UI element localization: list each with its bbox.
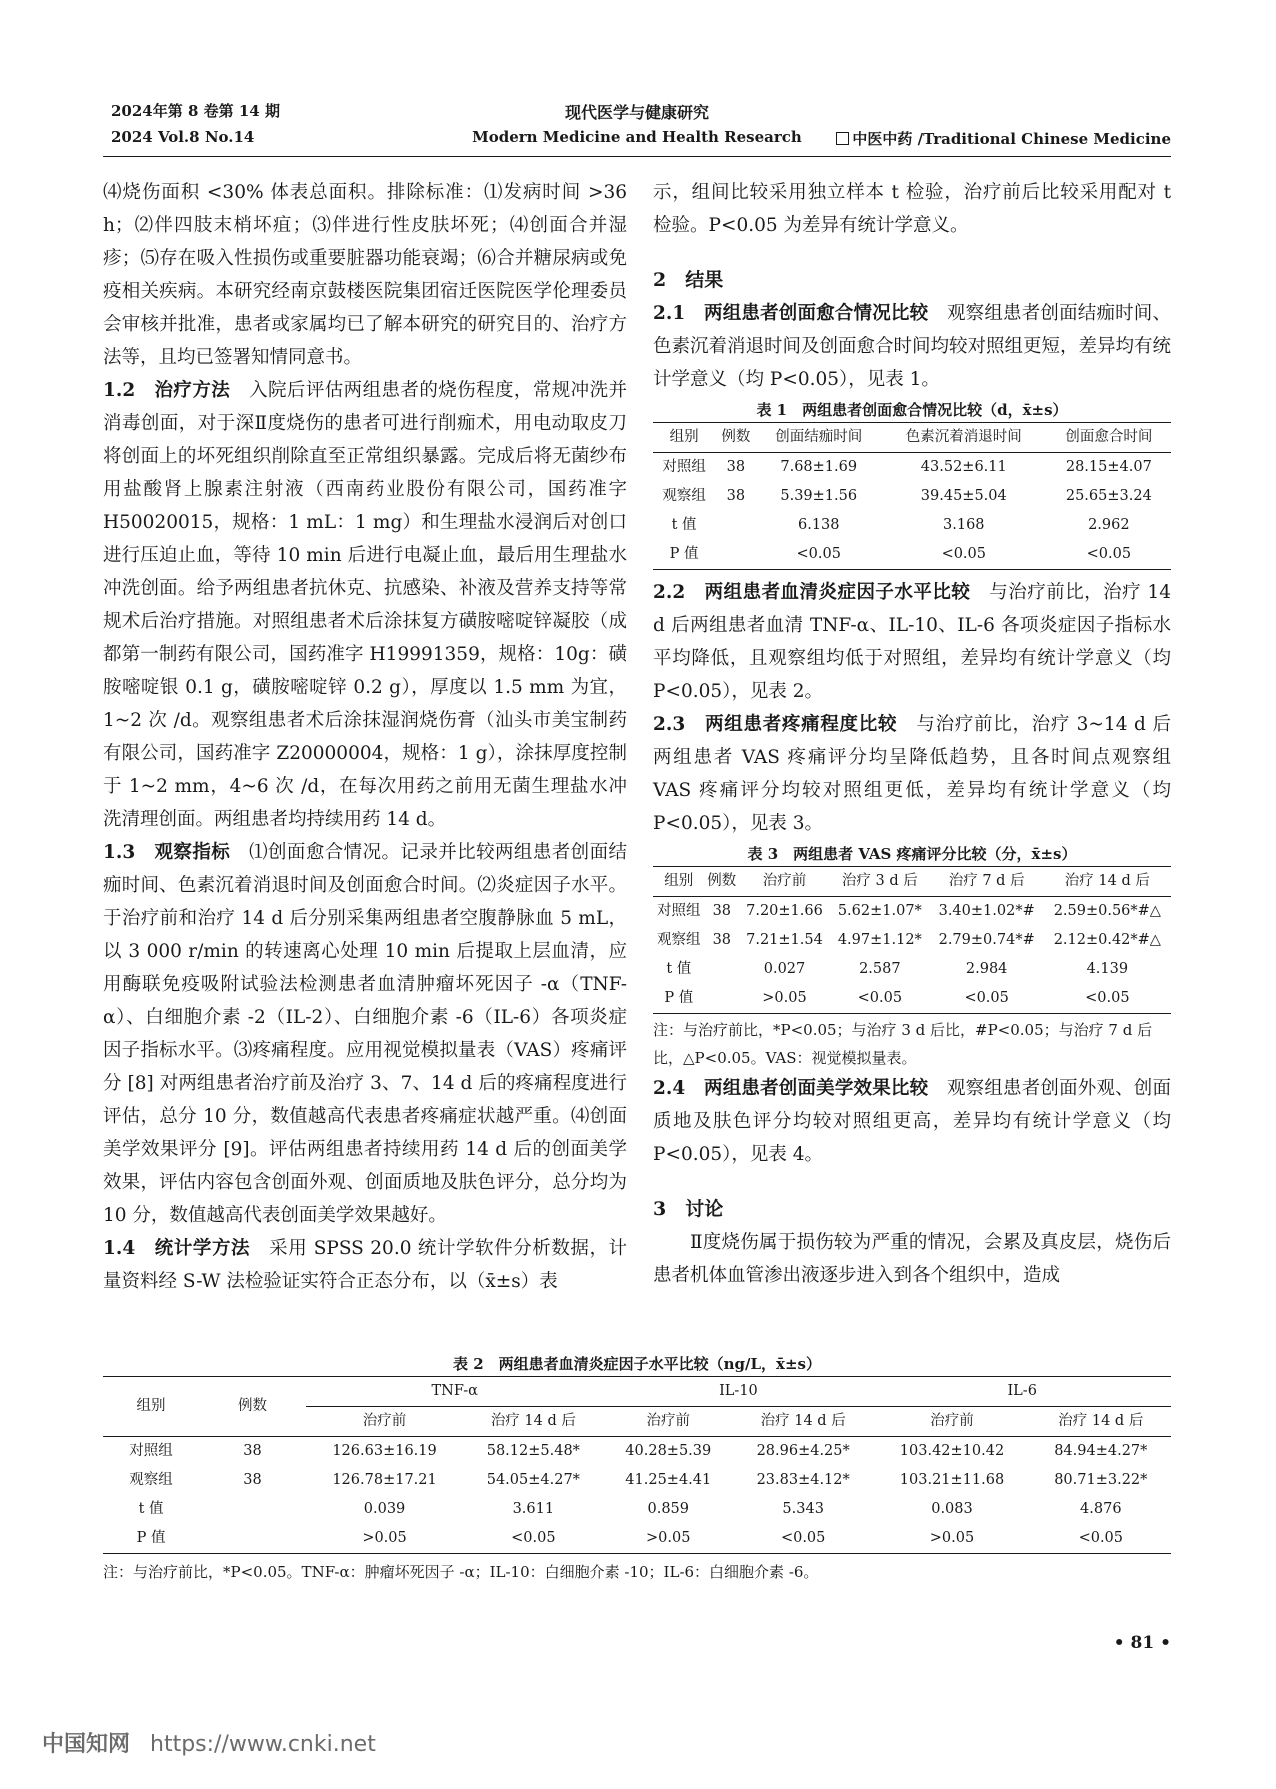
table-cell: 126.78±17.21 xyxy=(332,1472,437,1488)
section-1-2 xyxy=(103,374,627,836)
table-row xyxy=(103,1437,1171,1467)
table-2-header: 例数 xyxy=(199,1377,306,1437)
table-cell: 103.42±10.42 xyxy=(899,1443,1005,1459)
table-cell: <0.05 xyxy=(1047,540,1171,570)
table-1-header: 创面愈合时间 xyxy=(1047,423,1171,453)
table-cell: 38 xyxy=(712,903,732,919)
table-3-caption: 表 3 两组患者 VAS 疼痛评分比较（分，x̄±s） xyxy=(747,845,1077,863)
table-cell: 39.45±5.04 xyxy=(920,488,1007,504)
table-cell: 2.79±0.74*# xyxy=(938,932,1035,948)
table-1-header: 例数 xyxy=(715,423,756,453)
section-3-body: Ⅱ度烧伤属于损伤较为严重的情况，会累及真皮层，烧伤后患者机体血管渗出液逐步进入到各个组织中，造成 xyxy=(653,1232,1171,1286)
table-cell: 5.39±1.56 xyxy=(780,488,858,504)
table-2-subheader: 治疗 14 d 后 xyxy=(1031,1407,1171,1437)
issue-en: 2024 Vol.8 No.14 xyxy=(111,128,255,146)
table-3-header: 组别 xyxy=(653,867,705,897)
table-2-subheader: 治疗前 xyxy=(873,1407,1030,1437)
table-cell: 0.027 xyxy=(763,961,806,977)
left-column xyxy=(103,176,627,1298)
table-row xyxy=(653,453,1171,483)
table-cell: P 值 xyxy=(653,540,715,570)
table-cell: 对照组 xyxy=(657,903,701,919)
table-cell: 5.343 xyxy=(782,1501,824,1517)
table-2-note: 注：与治疗前比，*P<0.05。TNF-α：肿瘤坏死因子 -α；IL-10：白细胞介素 -10；IL-6：白细胞介素 -6。 xyxy=(103,1563,819,1581)
section-1-2-heading: 1.2 治疗方法 xyxy=(103,380,231,401)
table-cell: 观察组 xyxy=(662,488,706,504)
table-3-header: 治疗 3 d 后 xyxy=(830,867,930,897)
table-cell xyxy=(705,984,739,1014)
table-row xyxy=(103,1466,1171,1495)
table-cell: 43.52±6.11 xyxy=(920,459,1007,475)
table-cell: 3.40±1.02*# xyxy=(938,903,1035,919)
table-cell: P 值 xyxy=(653,984,705,1014)
footer-watermark xyxy=(42,1727,376,1758)
table-cell: t 值 xyxy=(671,517,697,533)
table-cell: 2.587 xyxy=(859,961,901,977)
footer-url[interactable]: https://www.cnki.net xyxy=(150,1732,376,1757)
section-2-1 xyxy=(653,297,1171,396)
section-2-1-heading: 2.1 两组患者创面愈合情况比较 xyxy=(653,303,929,324)
table-1-caption: 表 1 两组患者创面愈合情况比较（d，x̄±s） xyxy=(756,401,1068,419)
table-2-subheader: 治疗 14 d 后 xyxy=(733,1407,873,1437)
journal-title-cn: 现代医学与健康研究 xyxy=(564,103,709,122)
table-row xyxy=(103,1495,1171,1524)
table-cell: 38 xyxy=(726,488,746,504)
section-1-4-heading: 1.4 统计学方法 xyxy=(103,1238,251,1259)
table-cell xyxy=(715,540,756,570)
table-cell xyxy=(199,1524,306,1554)
table-cell: <0.05 xyxy=(930,984,1044,1014)
table-cell: t 值 xyxy=(138,1501,164,1517)
footer-brand: 中国知网 xyxy=(42,1732,131,1757)
issue-cn: 2024年第 8 卷第 14 期 xyxy=(111,102,280,120)
table-cell: 6.138 xyxy=(797,517,840,533)
right-column xyxy=(653,176,1171,1292)
table-2-block xyxy=(103,1350,1171,1586)
section-2-2-heading: 2.2 两组患者血清炎症因子水平比较 xyxy=(653,582,971,603)
table-cell: <0.05 xyxy=(757,540,881,570)
table-1-header: 组别 xyxy=(653,423,715,453)
table-2-group-header: IL-10 xyxy=(604,1377,874,1407)
table-2-subheader: 治疗 14 d 后 xyxy=(463,1407,603,1437)
table-2 xyxy=(103,1376,1171,1554)
table-row xyxy=(653,540,1171,570)
table-cell: 58.12±5.48* xyxy=(486,1443,580,1459)
table-cell: 7.21±1.54 xyxy=(746,932,823,948)
section-1-3 xyxy=(103,836,627,1232)
table-row xyxy=(653,926,1171,955)
table-1-header: 色素沉着消退时间 xyxy=(881,423,1047,453)
table-cell: t 值 xyxy=(666,961,692,977)
table-cell: 2.12±0.42*#△ xyxy=(1053,932,1161,948)
table-cell: 126.63±16.19 xyxy=(332,1443,437,1459)
table-cell: 5.62±1.07* xyxy=(837,903,922,919)
table-cell: 0.083 xyxy=(931,1501,973,1517)
table-cell: 对照组 xyxy=(129,1443,173,1459)
table-cell: 28.15±4.07 xyxy=(1065,459,1152,475)
table-cell: 4.97±1.12* xyxy=(837,932,922,948)
table-cell: 7.20±1.66 xyxy=(746,903,823,919)
table-cell: 4.876 xyxy=(1080,1501,1122,1517)
table-row xyxy=(653,897,1171,927)
table-cell: >0.05 xyxy=(604,1524,733,1554)
section-2-2 xyxy=(653,576,1171,708)
journal-title-en: Modern Medicine and Health Research xyxy=(472,128,802,146)
section-label xyxy=(836,128,1171,149)
table-cell: 38 xyxy=(726,459,746,475)
table-2-group-header: TNF-α xyxy=(306,1377,604,1407)
section-1-3-body: ⑴创面愈合情况。记录并比较两组患者创面结痂时间、色素沉着消退时间及创面愈合时间。⑵炎症因子水平。于治疗前和治疗 14 d 后分别采集两组患者空腹静脉血 5 mL，以 3 000 r/min 的转速离心处理 10 min 后提取上层血清，应用酶联免疫吸附试验法检测患者血清肿瘤坏死因子 -α（TNF-α）、白细胞介素 -2（IL-2）、白细胞介素 -6（IL-6）各项炎症因子指标水平。⑶疼痛程度。应用视觉模拟量表（VAS）疼痛评分 [8] 对两组患者治疗前及治疗 3、7、14 d 后的疼痛程度进行评估，总分 10 分，数值越高代表患者疼痛症状越严重。⑷创面美学效果评分 [9]。评估两组患者持续用药 14 d 后的创面美学效果，评估内容包含创面外观、创面质地及肤色评分，总分均为 10 分，数值越高代表创面美学效果越好。 xyxy=(103,842,627,1226)
table-cell: P 值 xyxy=(103,1524,199,1554)
section-1-4 xyxy=(103,1232,627,1298)
table-1-header: 创面结痂时间 xyxy=(757,423,881,453)
section-2-2-body: 与治疗前比，治疗 14 d 后两组患者血清 TNF-α、IL-10、IL-6 各项炎症因子指标水平均降低，且观察组均低于对照组，差异均有统计学意义（均 P<0.05），见表 2。 xyxy=(653,582,1171,702)
table-cell: 80.71±3.22* xyxy=(1054,1472,1148,1488)
table-cell: 3.611 xyxy=(512,1501,555,1517)
table-cell: 观察组 xyxy=(129,1472,173,1488)
section-1-3-heading: 1.3 观察指标 xyxy=(103,842,231,863)
table-cell: 84.94±4.27* xyxy=(1054,1443,1148,1459)
table-cell: <0.05 xyxy=(881,540,1047,570)
table-cell: 对照组 xyxy=(662,459,706,475)
checkbox-icon xyxy=(836,132,849,145)
table-cell: 0.039 xyxy=(363,1501,406,1517)
table-cell: 观察组 xyxy=(657,932,701,948)
table-cell: 38 xyxy=(243,1443,262,1459)
table-cell: >0.05 xyxy=(306,1524,463,1554)
table-cell: 7.68±1.69 xyxy=(780,459,858,475)
section-2-4 xyxy=(653,1072,1171,1171)
table-3-header: 治疗前 xyxy=(739,867,830,897)
section-3-heading: 3 讨论 xyxy=(653,1198,724,1220)
table-3-header: 治疗 7 d 后 xyxy=(930,867,1044,897)
table-2-header: 组别 xyxy=(103,1377,199,1437)
table-2-subheader: 治疗前 xyxy=(604,1407,733,1437)
section-1-4-body: 采用 SPSS 20.0 统计学软件分析数据，计量资料经 S-W 法检验证实符合正态分布，以（x̄±s）表 xyxy=(103,1238,627,1292)
table-cell: 2.984 xyxy=(965,961,1008,977)
table-cell: 0.859 xyxy=(647,1501,690,1517)
table-row xyxy=(653,482,1171,511)
section-2-4-heading: 2.4 两组患者创面美学效果比较 xyxy=(653,1078,929,1099)
table-cell xyxy=(199,1495,306,1524)
page-number: • 81 • xyxy=(1113,1633,1171,1653)
table-cell: <0.05 xyxy=(733,1524,873,1554)
table-row xyxy=(653,955,1171,984)
section-label-text: 中医中药 /Traditional Chinese Medicine xyxy=(852,130,1171,148)
table-cell: 28.96±4.25* xyxy=(756,1443,850,1459)
table-cell: 40.28±5.39 xyxy=(625,1443,712,1459)
section-2-heading: 2 结果 xyxy=(653,269,724,291)
section-2-3 xyxy=(653,708,1171,840)
table-cell: 3.168 xyxy=(943,517,985,533)
table-3 xyxy=(653,866,1171,1014)
section-1-2-body: 入院后评估两组患者的烧伤程度，常规冲洗并消毒创面，对于深Ⅱ度烧伤的患者可进行削痂术，用电动取皮刀将创面上的坏死组织削除直至正常组织暴露。完成后将无菌纱布用盐酸肾上腺素注射液（西南药业股份有限公司，国药准字 H50020015，规格：1 mL：1 mg）和生理盐水浸润后对创口进行压迫止血，等待 10 min 后进行电凝止血，最后用生理盐水冲洗创面。给予两组患者抗休克、抗感染、补液及营养支持等常规术后治疗措施。对照组患者术后涂抹复方磺胺嘧啶锌凝胶（成都第一制药有限公司，国药准字 H19991359，规格：10g：磺胺嘧啶银 0.1 g，磺胺嘧啶锌 0.2 g），厚度以 1.5 mm 为宜，1~2 次 /d。观察组患者术后涂抹湿润烧伤膏（汕头市美宝制药有限公司，国药准字 Z20000004，规格：1 g），涂抹厚度控制于 1~2 mm，4~6 次 /d，在每次用药之前用无菌生理盐水冲洗清理创面。两组患者均持续用药 14 d。 xyxy=(103,380,627,830)
table-cell: <0.05 xyxy=(463,1524,603,1554)
table-2-subheader: 治疗前 xyxy=(306,1407,463,1437)
table-2-group-row xyxy=(103,1377,1171,1407)
table-cell: 41.25±4.41 xyxy=(625,1472,712,1488)
table-cell: 2.962 xyxy=(1088,517,1130,533)
table-cell: 38 xyxy=(712,932,732,948)
table-cell xyxy=(715,511,756,540)
table-cell: <0.05 xyxy=(830,984,930,1014)
section-2-3-body: 与治疗前比，治疗 3~14 d 后两组患者 VAS 疼痛评分均呈降低趋势，且各时间点观察组 VAS 疼痛评分均较对照组更低，差异均有统计学意义（均 P<0.05），见表 3。 xyxy=(653,714,1171,834)
table-1-header-row xyxy=(653,423,1171,453)
table-3-note: 注：与治疗前比，*P<0.05；与治疗 3 d 后比，#P<0.05；与治疗 7 d 后比，△P<0.05。VAS：视觉模拟量表。 xyxy=(653,1021,1153,1067)
table-2-caption: 表 2 两组患者血清炎症因子水平比较（ng/L，x̄±s） xyxy=(452,1355,822,1373)
table-row xyxy=(653,511,1171,540)
section-2-1-body: 观察组患者创面结痂时间、色素沉着消退时间及创面愈合时间均较对照组更短，差异均有统计学意义（均 P<0.05），见表 1。 xyxy=(653,303,1172,390)
table-3-header: 例数 xyxy=(705,867,739,897)
table-3-header-row xyxy=(653,867,1171,897)
table-3-header: 治疗 14 d 后 xyxy=(1044,867,1171,897)
table-cell: <0.05 xyxy=(1044,984,1171,1014)
header-rule xyxy=(103,156,1171,157)
table-cell: >0.05 xyxy=(873,1524,1030,1554)
table-2-group-header: IL-6 xyxy=(873,1377,1171,1407)
table-cell: 25.65±3.24 xyxy=(1065,488,1152,504)
section-2-4-body: 观察组患者创面外观、创面质地及肤色评分均较对照组更高，差异均有统计学意义（均 P<0.05），见表 4。 xyxy=(653,1078,1171,1165)
table-cell: 2.59±0.56*#△ xyxy=(1053,903,1161,919)
table-cell: <0.05 xyxy=(1031,1524,1171,1554)
table-row xyxy=(103,1524,1171,1554)
table-cell: 4.139 xyxy=(1086,961,1129,977)
table-cell: 38 xyxy=(243,1472,262,1488)
stats-continuation: 示，组间比较采用独立样本 t 检验，治疗前后比较采用配对 t 检验。P<0.05 为差异有统计学意义。 xyxy=(653,182,1171,236)
table-row xyxy=(653,984,1171,1014)
running-header xyxy=(103,98,1171,156)
table-cell: 23.83±4.12* xyxy=(756,1472,850,1488)
table-1 xyxy=(653,422,1171,570)
section-2-3-heading: 2.3 两组患者疼痛程度比较 xyxy=(653,714,898,735)
table-cell xyxy=(705,955,739,984)
table-cell: >0.05 xyxy=(739,984,830,1014)
table-cell: 103.21±11.68 xyxy=(899,1472,1005,1488)
inclusion-exclusion-paragraph: ⑷烧伤面积 <30% 体表总面积。排除标准：⑴发病时间 >36 h；⑵伴四肢末梢坏疽；⑶伴进行性皮肤坏死；⑷创面合并湿疹；⑸存在吸入性损伤或重要脏器功能衰竭；⑹合并糖尿病或免疫相关疾病。本研究经南京鼓楼医院集团宿迁医院医学伦理委员会审核并批准，患者或家属均已了解本研究的研究目的、治疗方法等，且均已签署知情同意书。 xyxy=(103,182,627,368)
table-cell: 54.05±4.27* xyxy=(486,1472,580,1488)
